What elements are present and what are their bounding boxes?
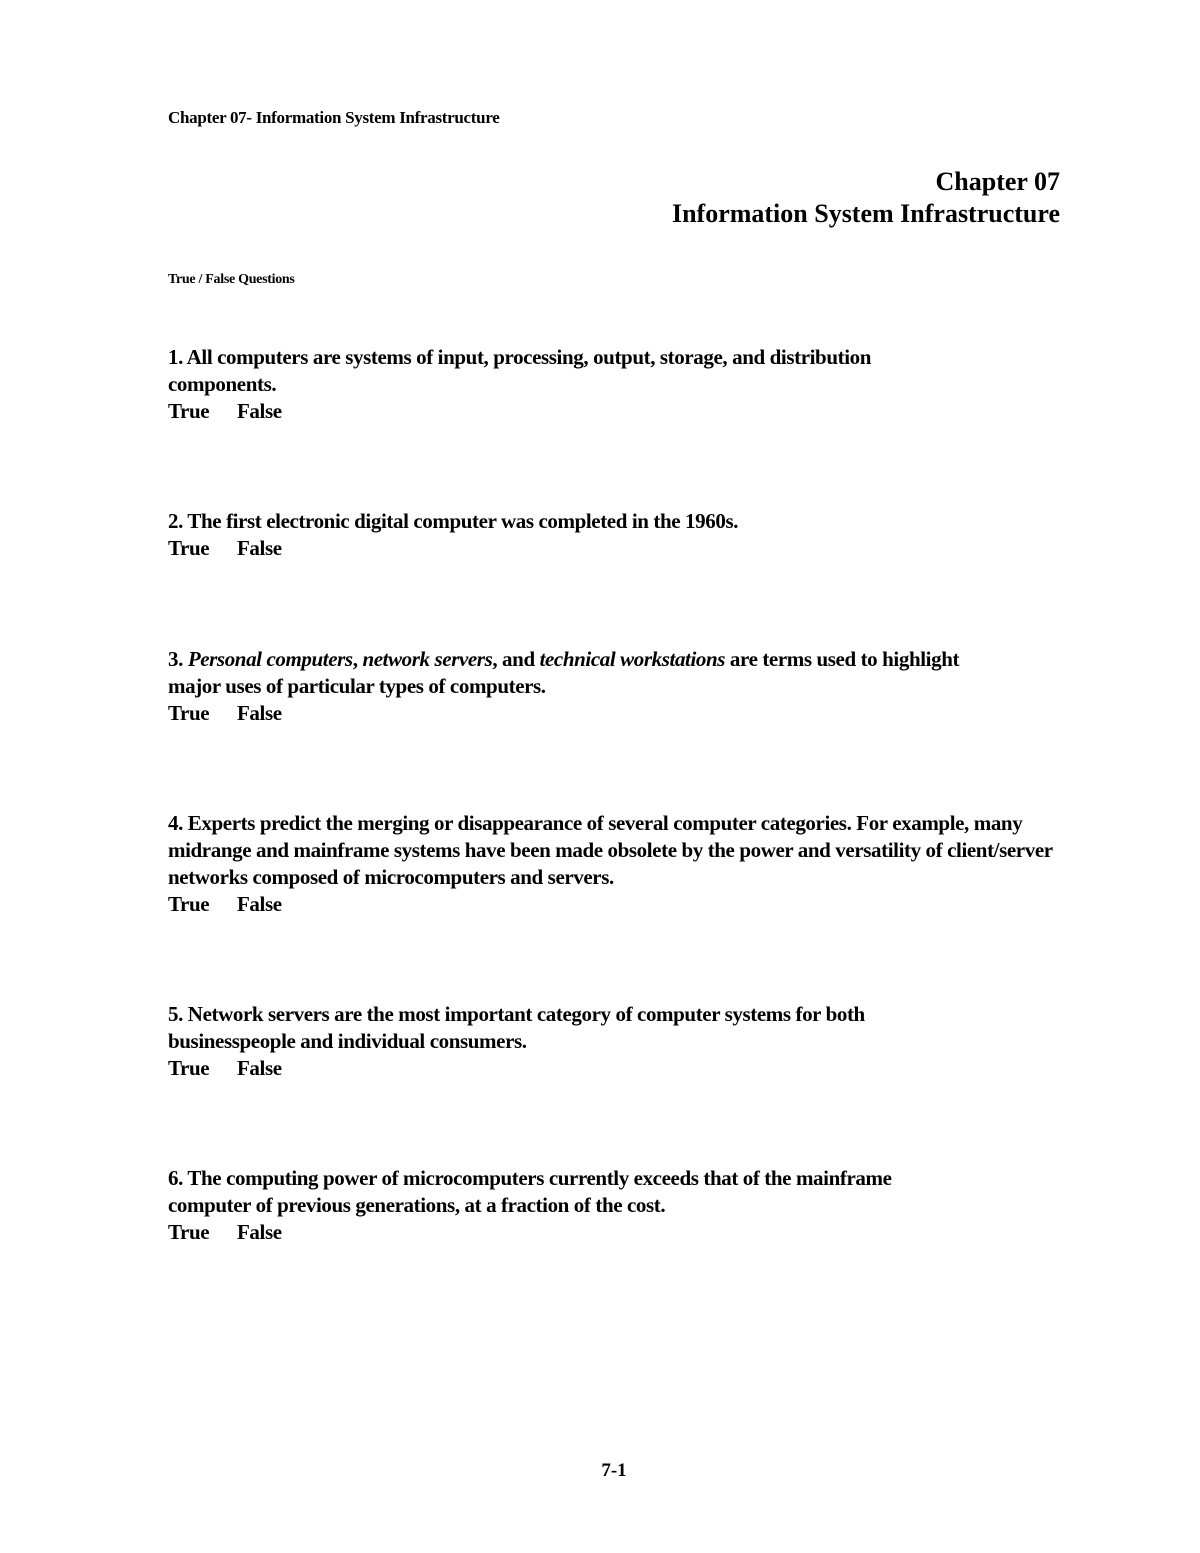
question-item [168, 810, 1068, 918]
running-header: Chapter 07- Information System Infrastructure [168, 108, 500, 127]
question-text: 5. Network servers are the most important category of computer systems for both businesspeople and individual consumers. [168, 1002, 865, 1053]
answer-false[interactable]: False [237, 536, 282, 560]
answer-false[interactable]: False [237, 892, 282, 916]
answer-options [168, 1055, 958, 1082]
term-personal-computers: Personal computers [187, 647, 353, 671]
answer-false[interactable]: False [237, 1220, 282, 1244]
chapter-title [672, 166, 1060, 230]
answer-true[interactable]: True [168, 399, 210, 423]
answer-true[interactable]: True [168, 1220, 210, 1244]
question-rest: are terms used to highlight major uses of particular types of computers. [168, 647, 960, 698]
answer-true[interactable]: True [168, 536, 210, 560]
page-number: 7-1 [601, 1460, 627, 1481]
answer-true[interactable]: True [168, 1056, 210, 1080]
separator: , and [492, 647, 535, 671]
term-network-servers: network servers [362, 647, 493, 671]
question-item [168, 646, 988, 727]
separator: , [352, 647, 358, 671]
answer-options [168, 535, 1068, 562]
answer-false[interactable]: False [237, 701, 282, 725]
answer-options [168, 891, 1068, 918]
question-text: 4. Experts predict the merging or disappearance of several computer categories. For example, many midrange and mainframe systems have been made obsolete by the power and versatility of client/server networks composed of microcomputers and servers. [168, 811, 1053, 889]
answer-false[interactable]: False [237, 399, 282, 423]
question-item [168, 1165, 978, 1246]
answer-true[interactable]: True [168, 701, 210, 725]
question-text: 2. The first electronic digital computer was completed in the 1960s. [168, 509, 739, 533]
term-technical-workstations: technical workstations [539, 647, 726, 671]
answer-options [168, 1219, 978, 1246]
chapter-name: Information System Infrastructure [671, 199, 1060, 228]
question-text [168, 646, 988, 700]
question-text: 6. The computing power of microcomputers currently exceeds that of the mainframe computer of previous generations, at a fraction of the cost. [168, 1166, 892, 1217]
chapter-number: Chapter 07 [935, 167, 1060, 196]
question-text: 1. All computers are systems of input, processing, output, storage, and distribution components. [168, 345, 872, 396]
answer-options [168, 700, 988, 727]
answer-false[interactable]: False [237, 1056, 282, 1080]
question-number: 3. [168, 647, 183, 671]
answer-true[interactable]: True [168, 892, 210, 916]
question-item [168, 1001, 958, 1082]
answer-options [168, 398, 968, 425]
question-item [168, 508, 1068, 562]
question-item [168, 344, 968, 425]
section-label: True / False Questions [168, 272, 295, 287]
